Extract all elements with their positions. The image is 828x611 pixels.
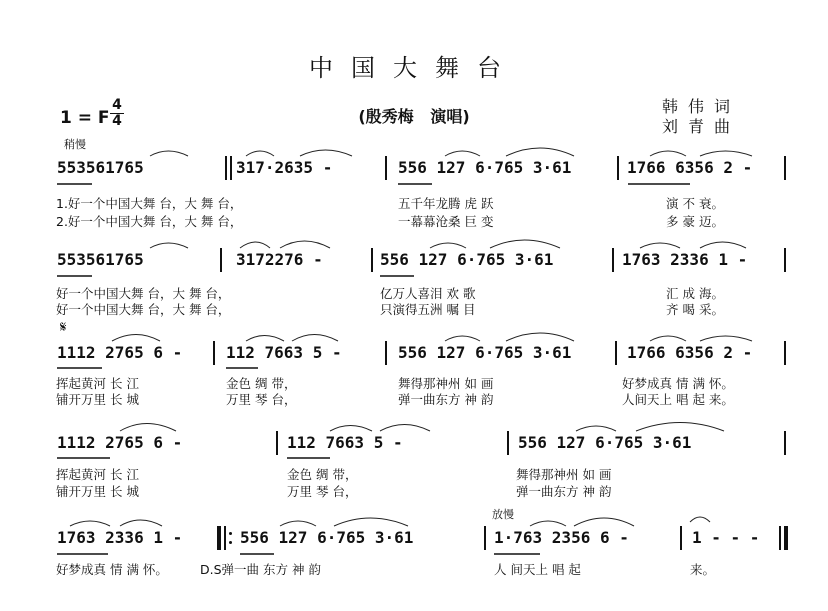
composer-credit: 刘青曲 (662, 117, 741, 136)
lyric-line-verse1: 好一个中国大舞 台，大 舞 台， (56, 286, 231, 301)
lyric-line-verse2: 万里 琴 台， (287, 484, 358, 499)
slur (576, 426, 616, 431)
measure-notes: 553561765 (57, 250, 144, 269)
lyricist-credit: 韩伟词 (662, 97, 741, 116)
measure-notes: 1112 2765 6 - (57, 433, 183, 452)
lyric-line-verse2: 一幕幕沧桑 巨 变 (398, 214, 494, 229)
measure-notes: 556 127 6·765 3·61 (398, 343, 572, 362)
song-title: 中国大舞台 (309, 54, 519, 82)
lyric-line-verse1: 好梦成真 情 满 怀。 (622, 376, 734, 391)
tempo-marking: 稍慢 (64, 138, 86, 151)
lyric-line-verse2: 弹一曲东方 神 韵 (516, 484, 612, 499)
barline (484, 526, 486, 550)
lyric-line-verse1: 汇 成 海。 (666, 286, 724, 301)
slur (530, 521, 566, 526)
slur (506, 148, 574, 156)
lyric-line-verse2: 铺开万里 长 城 (56, 484, 139, 499)
lyric-line-verse2: 多 豪 迈。 (666, 214, 724, 229)
measure-notes: 112 7663 5 - (287, 433, 403, 452)
slur (650, 151, 686, 156)
time-signature-numerator: 4 (110, 98, 124, 114)
slur (380, 425, 430, 432)
barline (224, 526, 226, 550)
lyric-line-verse2: 弹一曲东方 神 韵 (398, 392, 494, 407)
lyric-line-verse1: 舞得那神州 如 画 (398, 376, 494, 391)
measure-notes: 556 127 6·765 3·61 (240, 528, 414, 547)
lyric-line-verse1: 金色 绸 带， (287, 467, 358, 482)
lyric-line-verse2: 齐 喝 采。 (666, 302, 724, 317)
slur (120, 520, 162, 526)
slur (112, 335, 160, 342)
measure-notes: 3172276 - (236, 250, 323, 269)
barline (385, 341, 387, 365)
lyric-line-verse1: 金色 绸 带， (226, 376, 297, 391)
lyric-line: 好梦成真 情 满 怀。 (56, 562, 168, 577)
lyric-line-verse1: 亿万人喜泪 欢 歌 (380, 286, 476, 301)
slur (700, 336, 752, 341)
slur (292, 335, 338, 342)
slur (246, 151, 274, 156)
slur (700, 242, 746, 248)
slur (640, 243, 680, 248)
repeat-barline (217, 526, 221, 550)
slur (445, 336, 480, 341)
measure-notes: 1766 6356 2 - (627, 343, 753, 362)
slur (280, 521, 316, 526)
barline (225, 156, 227, 180)
barline (385, 156, 387, 180)
barline (615, 341, 617, 365)
measure-notes: 556 127 6·765 3·61 (380, 250, 554, 269)
key-signature: 1 = F (60, 108, 110, 128)
measure-notes: 112 7663 5 - (226, 343, 342, 362)
repeat-dot (229, 541, 232, 544)
slur (506, 333, 574, 341)
barline (784, 248, 786, 272)
measure-notes: 1763 2336 1 - (622, 250, 748, 269)
slur (120, 424, 176, 432)
measure-notes: 556 127 6·765 3·61 (398, 158, 572, 177)
slur (280, 241, 330, 248)
barline (617, 156, 619, 180)
lyric-line-verse1: 挥起黄河 长 江 (56, 376, 139, 391)
final-barline (784, 526, 788, 550)
lyric-line-verse2: 铺开万里 长 城 (56, 392, 139, 407)
barline (784, 156, 786, 180)
fermata (690, 517, 710, 522)
slur (246, 336, 284, 342)
lyric-line-verse2: 2.好一个中国大舞 台，大 舞 台， (56, 214, 243, 229)
lyric-line: 来。 (690, 562, 716, 577)
measure-notes: 1763 2336 1 - (57, 528, 183, 547)
lyric-line-verse2: 好一个中国大舞 台，大 舞 台， (56, 302, 231, 317)
slur (574, 518, 634, 526)
slur (650, 336, 686, 341)
lyric-line-verse1: 舞得那神州 如 画 (516, 467, 612, 482)
slur (300, 150, 352, 156)
barline (213, 341, 215, 365)
slur (334, 518, 408, 526)
tempo-marking: 放慢 (492, 508, 514, 521)
barline (680, 526, 682, 550)
barline (612, 248, 614, 272)
time-signature-denominator: 4 (112, 113, 122, 129)
lyric-line-verse1: 1.好一个中国大舞 台，大 舞 台， (56, 196, 243, 211)
lyric-line-verse1: 演 不 衰。 (666, 196, 724, 211)
lyric-line-verse2: 只演得五洲 嘱 目 (380, 302, 476, 317)
segno-sign: 𝄋 (60, 318, 67, 336)
barline (220, 248, 222, 272)
slur (445, 151, 480, 156)
performer-credit: (殷秀梅 演唱) (358, 107, 470, 126)
measure-notes: 1·763 2356 6 - (494, 528, 629, 547)
lyric-line-verse2: 万里 琴 台， (226, 392, 297, 407)
measure-notes: 1766 6356 2 - (627, 158, 753, 177)
slur (150, 243, 188, 248)
lyric-line-verse1: 五千年龙腾 虎 跃 (398, 196, 494, 211)
measure-notes: 556 127 6·765 3·61 (518, 433, 692, 452)
slur (150, 151, 188, 156)
slur (490, 240, 560, 248)
lyric-line-verse1: 挥起黄河 长 江 (56, 467, 139, 482)
measure-notes: 1112 2765 6 - (57, 343, 183, 362)
barline (371, 248, 373, 272)
lyric-line: D.S弹一曲 东方 神 韵 (200, 562, 321, 577)
lyric-line-verse2: 人间天上 唱 起 来。 (622, 392, 734, 407)
slur (430, 243, 466, 248)
repeat-dot (229, 532, 232, 535)
measure-notes: 1 - - - (692, 528, 760, 547)
barline (507, 431, 509, 455)
measure-notes: 317·2635 - (236, 158, 333, 177)
slur (240, 242, 270, 248)
barline (276, 431, 278, 455)
final-barline (779, 526, 781, 550)
slur (330, 426, 372, 432)
slur (70, 521, 110, 526)
slur (700, 151, 752, 156)
barline (230, 156, 232, 180)
measure-notes: 553561765 (57, 158, 144, 177)
lyric-line: 人 间天上 唱 起 (494, 562, 581, 577)
slur (636, 423, 724, 432)
barline (784, 341, 786, 365)
barline (784, 431, 786, 455)
